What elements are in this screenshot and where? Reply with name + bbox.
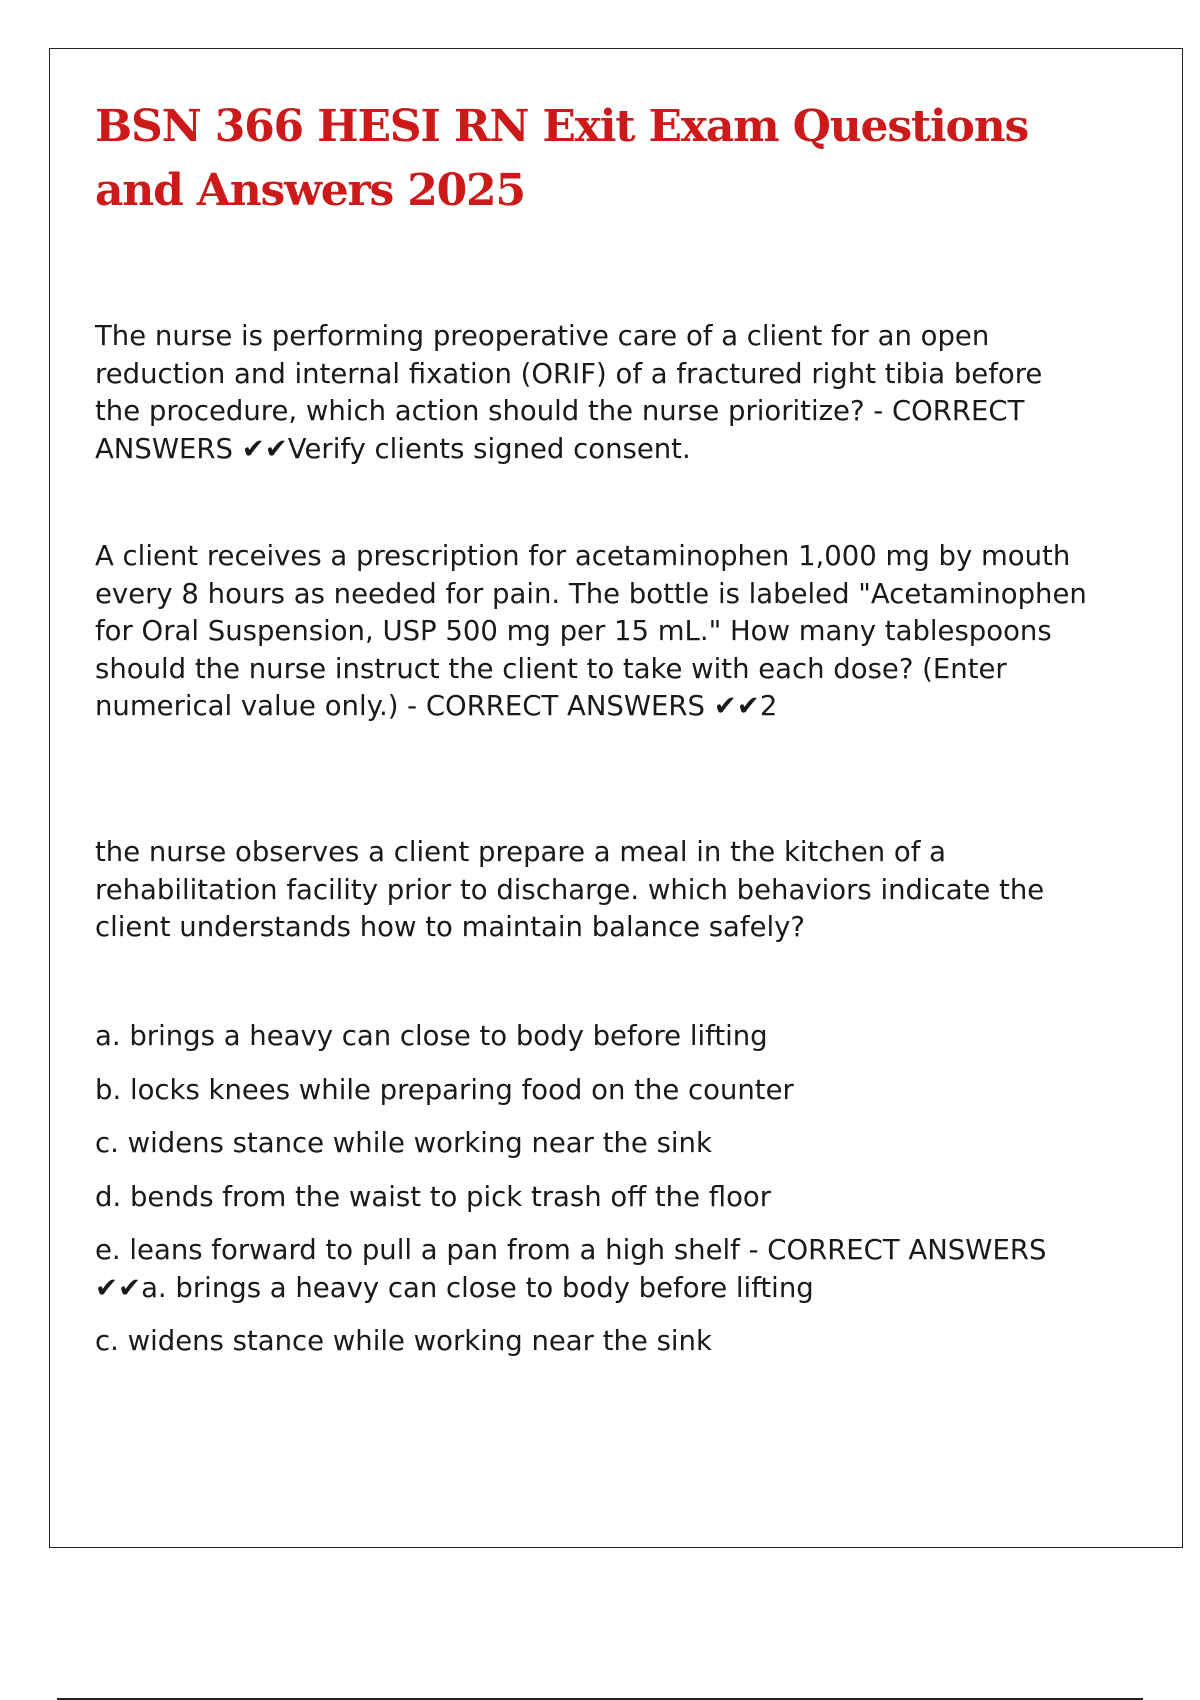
option-c: c. widens stance while working near the sink [95,1127,712,1159]
option-d: d. bends from the waist to pick trash off the floor [95,1180,772,1213]
question-3-options [95,1018,1095,1377]
answer-continuation: c. widens stance while working near the sink [95,1325,712,1357]
question-1: The nurse is performing preoperative care of a client for an open reduction and internal fixation (ORIF) of a fractured right tibia before the procedure, which action should the nurse prioritize? - CORRECT ANSWERS ✔✔Verify clients signed consent. [95,320,1043,465]
option-b: b. locks knees while preparing food on the counter [95,1073,794,1106]
option-a: a. brings a heavy can close to body before lifting [95,1020,768,1052]
document-title: BSN 366 HESI RN Exit Exam Questions and Answers 2025 [95,101,1029,216]
question-2: A client receives a prescription for acetaminophen 1,000 mg by mouth every 8 hours as needed for pain. The bottle is labeled "Acetaminophen for Oral Suspension, USP 500 mg per 15 mL." How many tablespoons should the nurse instruct the client to take with each dose? (Enter numerical value only.) - CORRECT ANSWERS ✔✔2 [95,540,1087,722]
question-3: the nurse observes a client prepare a meal in the kitchen of a rehabilitation facility prior to discharge. which behaviors indicate the client understands how to maintain balance safely? [95,836,1045,943]
option-e-with-answer: e. leans forward to pull a pan from a high shelf - CORRECT ANSWERS ✔✔a. brings a heavy can close to body before lifting [95,1234,1047,1304]
